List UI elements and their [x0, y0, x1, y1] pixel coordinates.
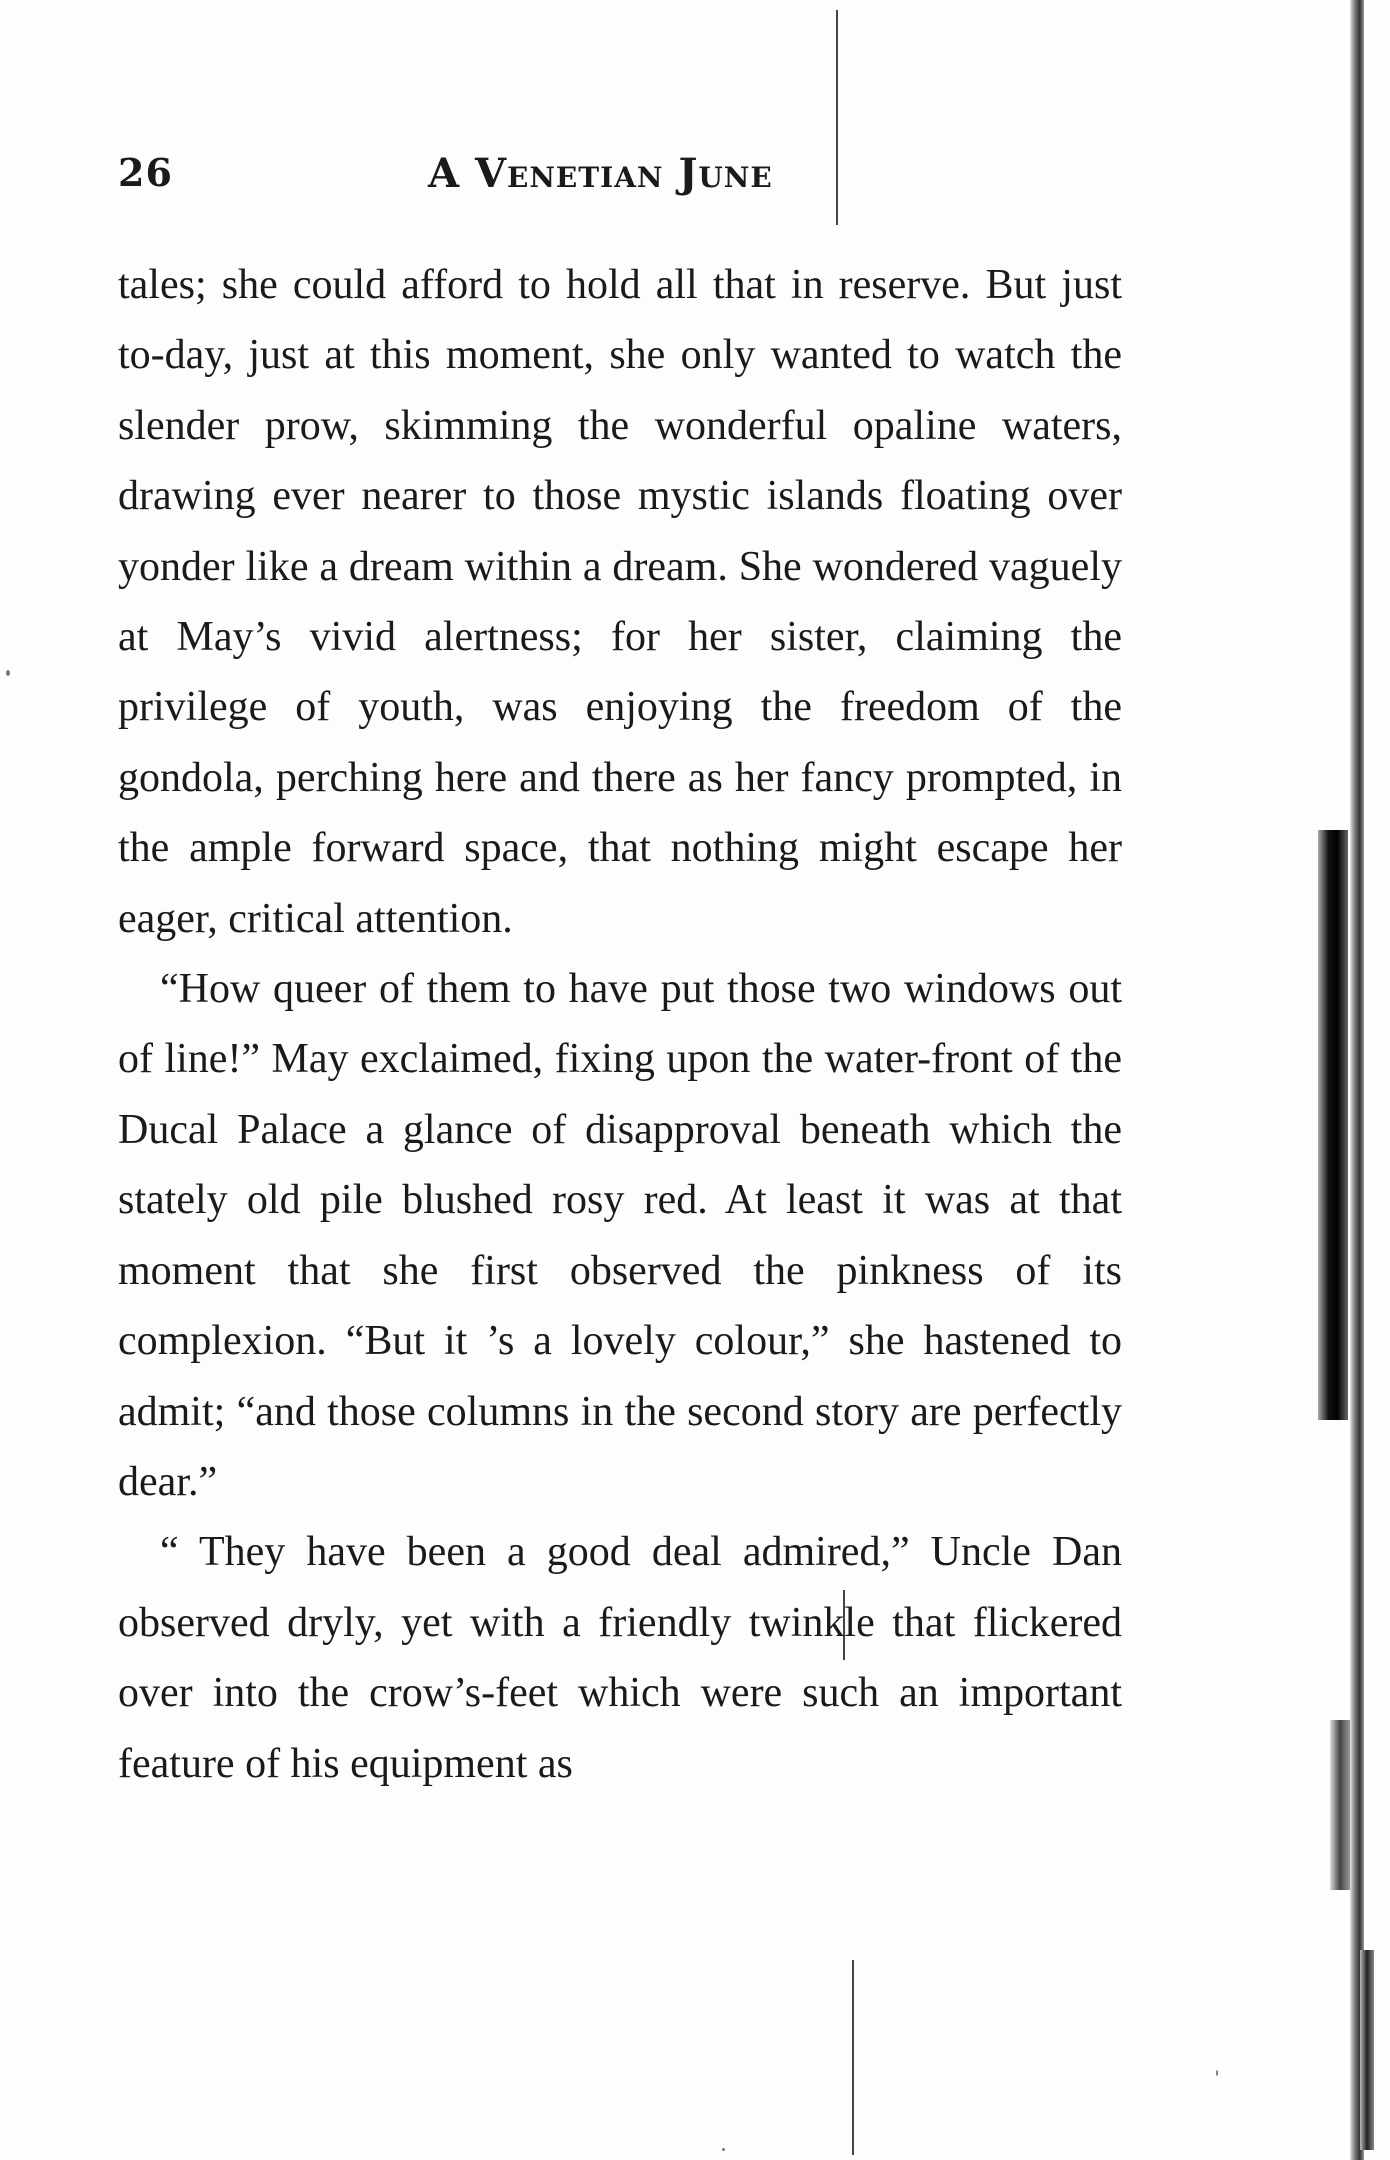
running-header — [118, 150, 1120, 210]
scan-edge-shadow-3 — [1330, 1720, 1350, 1890]
paragraph-may-exclaims: “How queer of them to have put those two windows out of line!” May exclaimed, fixing upon the water-front of the Ducal Palace a glance of disapproval beneath which the stately old pile blushed rosy red. At least it was at that moment that she first observed the pinkness of its complexion. “But it ’s a lovely colour,” she hastened to admit; “and those columns in the second story are perfectly dear.” — [118, 966, 1122, 1505]
scan-gutter-line-bottom — [852, 1960, 854, 2155]
scan-speck — [6, 670, 10, 676]
page-number: 26 — [118, 150, 173, 195]
scan-speck — [722, 2148, 725, 2151]
paragraph-uncle-dan: “ They have been a good deal admired,” Uncle Dan observed dryly, yet with a friendly twinkle that flickered over into the crow’s-feet which were such an important feature of his equipment as — [118, 1529, 1122, 1787]
scan-edge-shadow-2 — [1318, 830, 1348, 1420]
running-title: A Venetian June — [428, 150, 773, 197]
paragraph-continuation: tales; she could afford to hold all that in reserve. But just to-day, just at this moment, she only wanted to watch the slender prow, skimming the wonderful opaline waters, drawing ever nearer to those mystic islands floating over yonder like a dream within a dream. She wondered vaguely at May’s vivid alertness; for her sister, claiming the privilege of youth, was enjoying the freedom of the gondola, perching here and there as her fancy prompted, in the ample forward space, that nothing might escape her eager, critical attention. — [118, 262, 1122, 942]
scan-speck — [1216, 2070, 1218, 2076]
scan-edge-shadow-1 — [1350, 0, 1364, 2160]
scan-edge-shadow-4 — [1360, 1950, 1374, 2150]
body-text — [118, 250, 1122, 1799]
